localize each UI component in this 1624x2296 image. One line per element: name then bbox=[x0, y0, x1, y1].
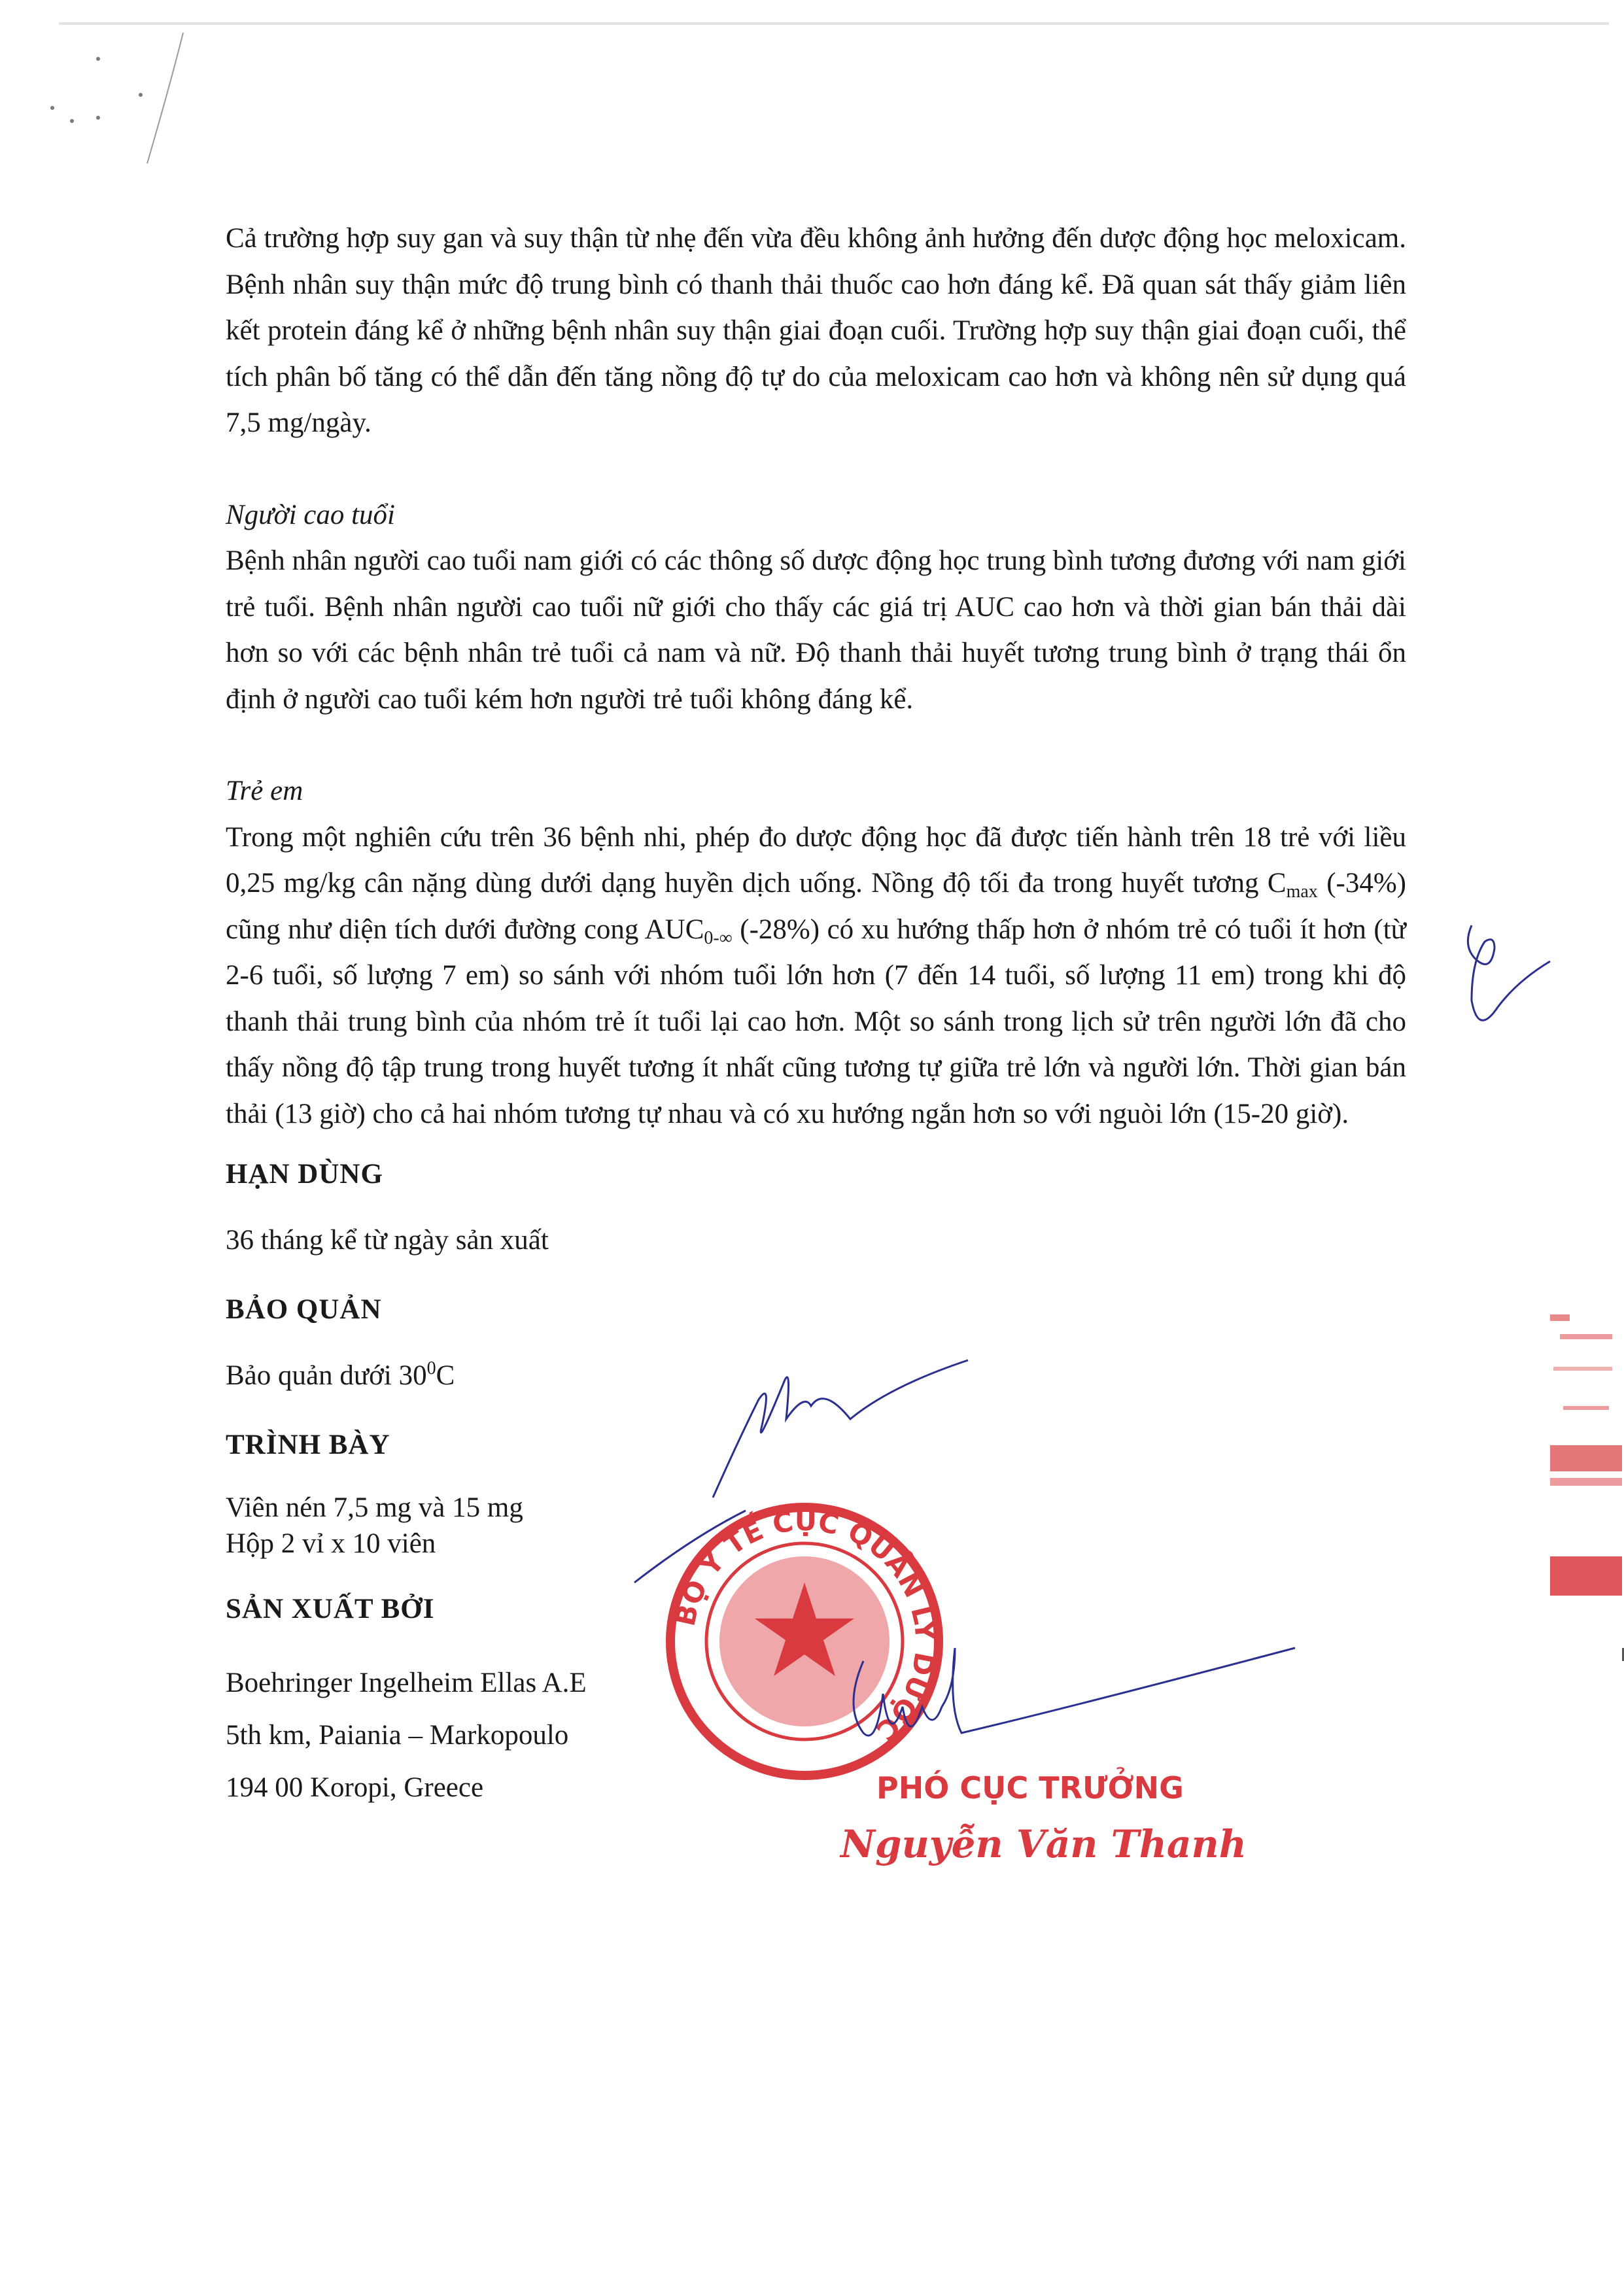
intro-paragraph: Cả trường hợp suy gan và suy thận từ nhẹ đến vừa đều không ảnh hưởng đến dược động học meloxicam. Bệnh nhân suy thận mức độ trung bình có thanh thải thuốc cao hơn đáng kể. Đã quan sát thấy giảm liên kết protein đáng kể ở những bệnh nhân suy thận giai đoạn cuối. Trường hợp suy thận giai đoạn cuối, thể tích phân bố tăng có thể dẫn đến tăng nồng độ tự do của meloxicam cao hơn và không nên sử dụng quá 7,5 mg/ngày. bbox=[226, 223, 1406, 438]
children-text-1: Trong một nghiên cứu trên 36 bệnh nhi, phép đo dược động học đã được tiến hành trên 18 trẻ với liều 0,25 mg/kg cân nặng dùng dưới dạng huyền dịch uống. Nồng độ tối đa trong huyết tương C bbox=[226, 821, 1406, 899]
degree-superscript: 0 bbox=[426, 1358, 436, 1379]
manufacturer-line-2: 5th km, Paiania – Markopoulo bbox=[226, 1720, 569, 1751]
cmax-subscript: max bbox=[1286, 882, 1318, 902]
elderly-heading: Người cao tuổi bbox=[226, 499, 396, 530]
svg-text:BỘ Y TẾ CỤC QUẢN LÝ DƯỢC: BỘ Y TẾ CỤC QUẢN LÝ DƯỢC bbox=[668, 1504, 942, 1747]
presentation-line-2: Hộp 2 vỉ x 10 viên bbox=[226, 1528, 436, 1559]
presentation-label: TRÌNH BÀY bbox=[226, 1430, 390, 1460]
storage-value: Bảo quản dưới $30^0C$ bbox=[226, 1358, 455, 1391]
signature-upper bbox=[634, 1360, 968, 1583]
auc-subscript: 0-∞ bbox=[704, 927, 733, 948]
manufacturer-label: SẢN XUẤT BỞI bbox=[226, 1593, 435, 1624]
children-text-2: (-34%) cũng như diện tích dưới đường cong AUC bbox=[226, 868, 1406, 945]
signer-name: Nguyễn Văn Thanh bbox=[840, 1822, 1247, 1866]
shelf-life-label: HẠN DÙNG bbox=[226, 1159, 383, 1190]
children-paragraph bbox=[226, 815, 1406, 1138]
presentation-line-1: Viên nén 7,5 mg và 15 mg bbox=[226, 1492, 523, 1523]
manufacturer-line-1: Boehringer Ingelheim Ellas A.E bbox=[226, 1668, 587, 1698]
official-red-stamp bbox=[669, 1505, 942, 1775]
storage-label: BẢO QUẢN bbox=[226, 1294, 382, 1325]
children-text-3: (-28%) có xu hướng thấp hơn ở nhóm trẻ có tuổi ít hơn (từ 2-6 tuổi, số lượng 7 em) so sánh với nhóm tuổi lớn hơn (7 đến 14 tuổi, số lượng 11 em) trong khi độ thanh thải trung bình của nhóm trẻ ít tuổi lại cao hơn. Một so sánh trong lịch sử trên người lớn đã cho thấy nồng độ tập trung trong huyết tương ít nhất cũng tương tự giữa trẻ lớn và người lớn. Thời gian bán thải (13 giờ) cho cả hai nhóm tương tự nhau và có xu hướng ngắn hơn so với nguòi lớn (15-20 giờ). bbox=[226, 914, 1406, 1129]
handwritten-margin-mark bbox=[1459, 922, 1563, 1040]
page-top-border bbox=[59, 22, 1609, 25]
children-heading: Trẻ em bbox=[226, 776, 303, 806]
signature-stamp-area bbox=[615, 1341, 1367, 1929]
shelf-life-value: 36 tháng kể từ ngày sản xuất bbox=[226, 1224, 549, 1256]
manufacturer-line-3: 194 00 Koropi, Greece bbox=[226, 1772, 484, 1803]
elderly-paragraph: Bệnh nhân người cao tuổi nam giới có các thông số dược động học trung bình tương đương với nam giới trẻ tuổi. Bệnh nhân người cao tuổi nữ giới cho thấy các giá trị AUC cao hơn và thời gian bán thải dài hơn so với các bệnh nhân trẻ tuổi cả nam và nữ. Độ thanh thải huyết tương trung bình ở trạng thái ổn định ở người cao tuổi kém hơn người trẻ tuổi không đáng kể. bbox=[226, 545, 1406, 715]
edge-seal-fragment bbox=[1524, 1308, 1624, 1700]
signer-title: PHÓ CỤC TRƯỞNG bbox=[876, 1770, 1184, 1806]
scan-corner-marks bbox=[26, 13, 196, 196]
